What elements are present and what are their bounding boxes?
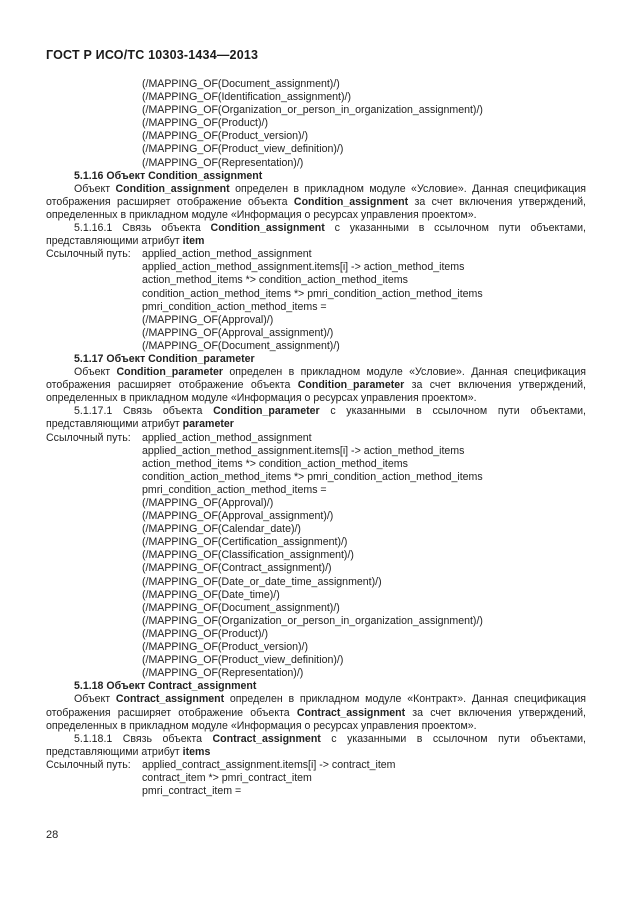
reference-path [46, 432, 586, 681]
code-line: applied_action_method_assignment [142, 248, 312, 261]
reference-path-label: Ссылочный путь: [46, 431, 131, 444]
section-heading: 5.1.18 Объект Contract_assignment [74, 680, 257, 693]
code-line: (/MAPPING_OF(Document_assignment)/) [142, 339, 340, 352]
section-paragraph: Объект Condition_assignment определен в прикладном модуле «Условие». Данная спецификация отображения расширяет отображение объекта Condition_assignment за счет включения утверждений, определенных в прикладном модуле «Информация о ресурсах управления проектом». [46, 182, 586, 221]
code-line: (/MAPPING_OF(Classification_assignment)/) [142, 549, 354, 562]
code-line: applied_contract_assignment.items[i] -> contract_item [142, 758, 396, 771]
code-line: (/MAPPING_OF(Contract_assignment)/) [142, 562, 332, 575]
code-line: (/MAPPING_OF(Organization_or_person_in_organization_assignment)/) [142, 614, 483, 627]
code-line: (/MAPPING_OF(Product)/) [142, 117, 268, 130]
code-line: (/MAPPING_OF(Product_version)/) [142, 130, 309, 143]
code-line: applied_action_method_assignment [142, 431, 312, 444]
document-header: ГОСТ Р ИСО/ТС 10303-1434—2013 [46, 48, 259, 62]
page-number: 28 [46, 829, 59, 841]
code-line: (/MAPPING_OF(Approval_assignment)/) [142, 326, 334, 339]
reference-path-label: Ссылочный путь: [46, 758, 131, 771]
section-paragraph: Объект Contract_assignment определен в прикладном модуле «Контракт». Данная спецификация отображения расширяет отображение объекта Contract_assignment за счет включения утверждений, определенных в прикладном модуле «Информация о ресурсах управления проектом». [46, 693, 586, 732]
subsection-paragraph: 5.1.18.1 Связь объекта Contract_assignment с указанными в ссылочном пути объектами, представляющими атрибут items [46, 732, 586, 758]
code-line: action_method_items *> condition_action_method_items [142, 274, 408, 287]
section-paragraph: Объект Condition_parameter определен в прикладном модуле «Условие». Данная спецификация отображения расширяет отображение объекта Condition_parameter за счет включения утверждений, определенных в прикладном модуле «Информация о ресурсах управления проектом». [46, 366, 586, 405]
code-line: action_method_items *> condition_action_method_items [142, 457, 408, 470]
subsection-paragraph: 5.1.17.1 Связь объекта Condition_parameter с указанными в ссылочном пути объектами, представляющими атрибут parameter [46, 405, 586, 431]
code-line: (/MAPPING_OF(Date_or_date_time_assignment)/) [142, 575, 382, 588]
code-line: condition_action_method_items *> pmri_condition_action_method_items [142, 470, 483, 483]
code-line: applied_action_method_assignment.items[i] -> action_method_items [142, 261, 465, 274]
reference-path-label: Ссылочный путь: [46, 248, 131, 261]
code-line: (/MAPPING_OF(Identification_assignment)/) [142, 91, 352, 104]
code-line: pmri_condition_action_method_items = [142, 483, 327, 496]
code-line: (/MAPPING_OF(Approval_assignment)/) [142, 510, 334, 523]
code-line: pmri_condition_action_method_items = [142, 300, 327, 313]
subsection-paragraph: 5.1.16.1 Связь объекта Condition_assignment с указанными в ссылочном пути объектами, представляющими атрибут item [46, 222, 586, 248]
reference-path [46, 248, 586, 353]
code-line: (/MAPPING_OF(Product_view_definition)/) [142, 143, 344, 156]
code-line: (/MAPPING_OF(Certification_assignment)/) [142, 536, 348, 549]
code-line: (/MAPPING_OF(Product_version)/) [142, 641, 309, 654]
code-line: condition_action_method_items *> pmri_condition_action_method_items [142, 287, 483, 300]
code-line: (/MAPPING_OF(Representation)/) [142, 156, 304, 169]
code-line: (/MAPPING_OF(Date_time)/) [142, 588, 280, 601]
code-line: pmri_contract_item = [142, 785, 242, 798]
document-body [46, 78, 586, 798]
code-line: applied_action_method_assignment.items[i] -> action_method_items [142, 444, 465, 457]
section-heading: 5.1.17 Объект Condition_parameter [74, 352, 255, 365]
code-line: (/MAPPING_OF(Approval)/) [142, 313, 274, 326]
section-heading: 5.1.16 Объект Condition_assignment [74, 169, 263, 182]
code-line: (/MAPPING_OF(Product_view_definition)/) [142, 654, 344, 667]
reference-path [46, 759, 586, 798]
code-line: (/MAPPING_OF(Document_assignment)/) [142, 601, 340, 614]
code-line: contract_item *> pmri_contract_item [142, 771, 312, 784]
code-line: (/MAPPING_OF(Approval)/) [142, 497, 274, 509]
code-line: (/MAPPING_OF(Product)/) [142, 627, 268, 640]
mapping-block-continued [46, 78, 586, 170]
code-line: (/MAPPING_OF(Calendar_date)/) [142, 523, 301, 536]
code-line: (/MAPPING_OF(Organization_or_person_in_organization_assignment)/) [142, 104, 483, 117]
code-line: (/MAPPING_OF(Document_assignment)/) [142, 78, 340, 90]
code-line: (/MAPPING_OF(Representation)/) [142, 667, 304, 680]
